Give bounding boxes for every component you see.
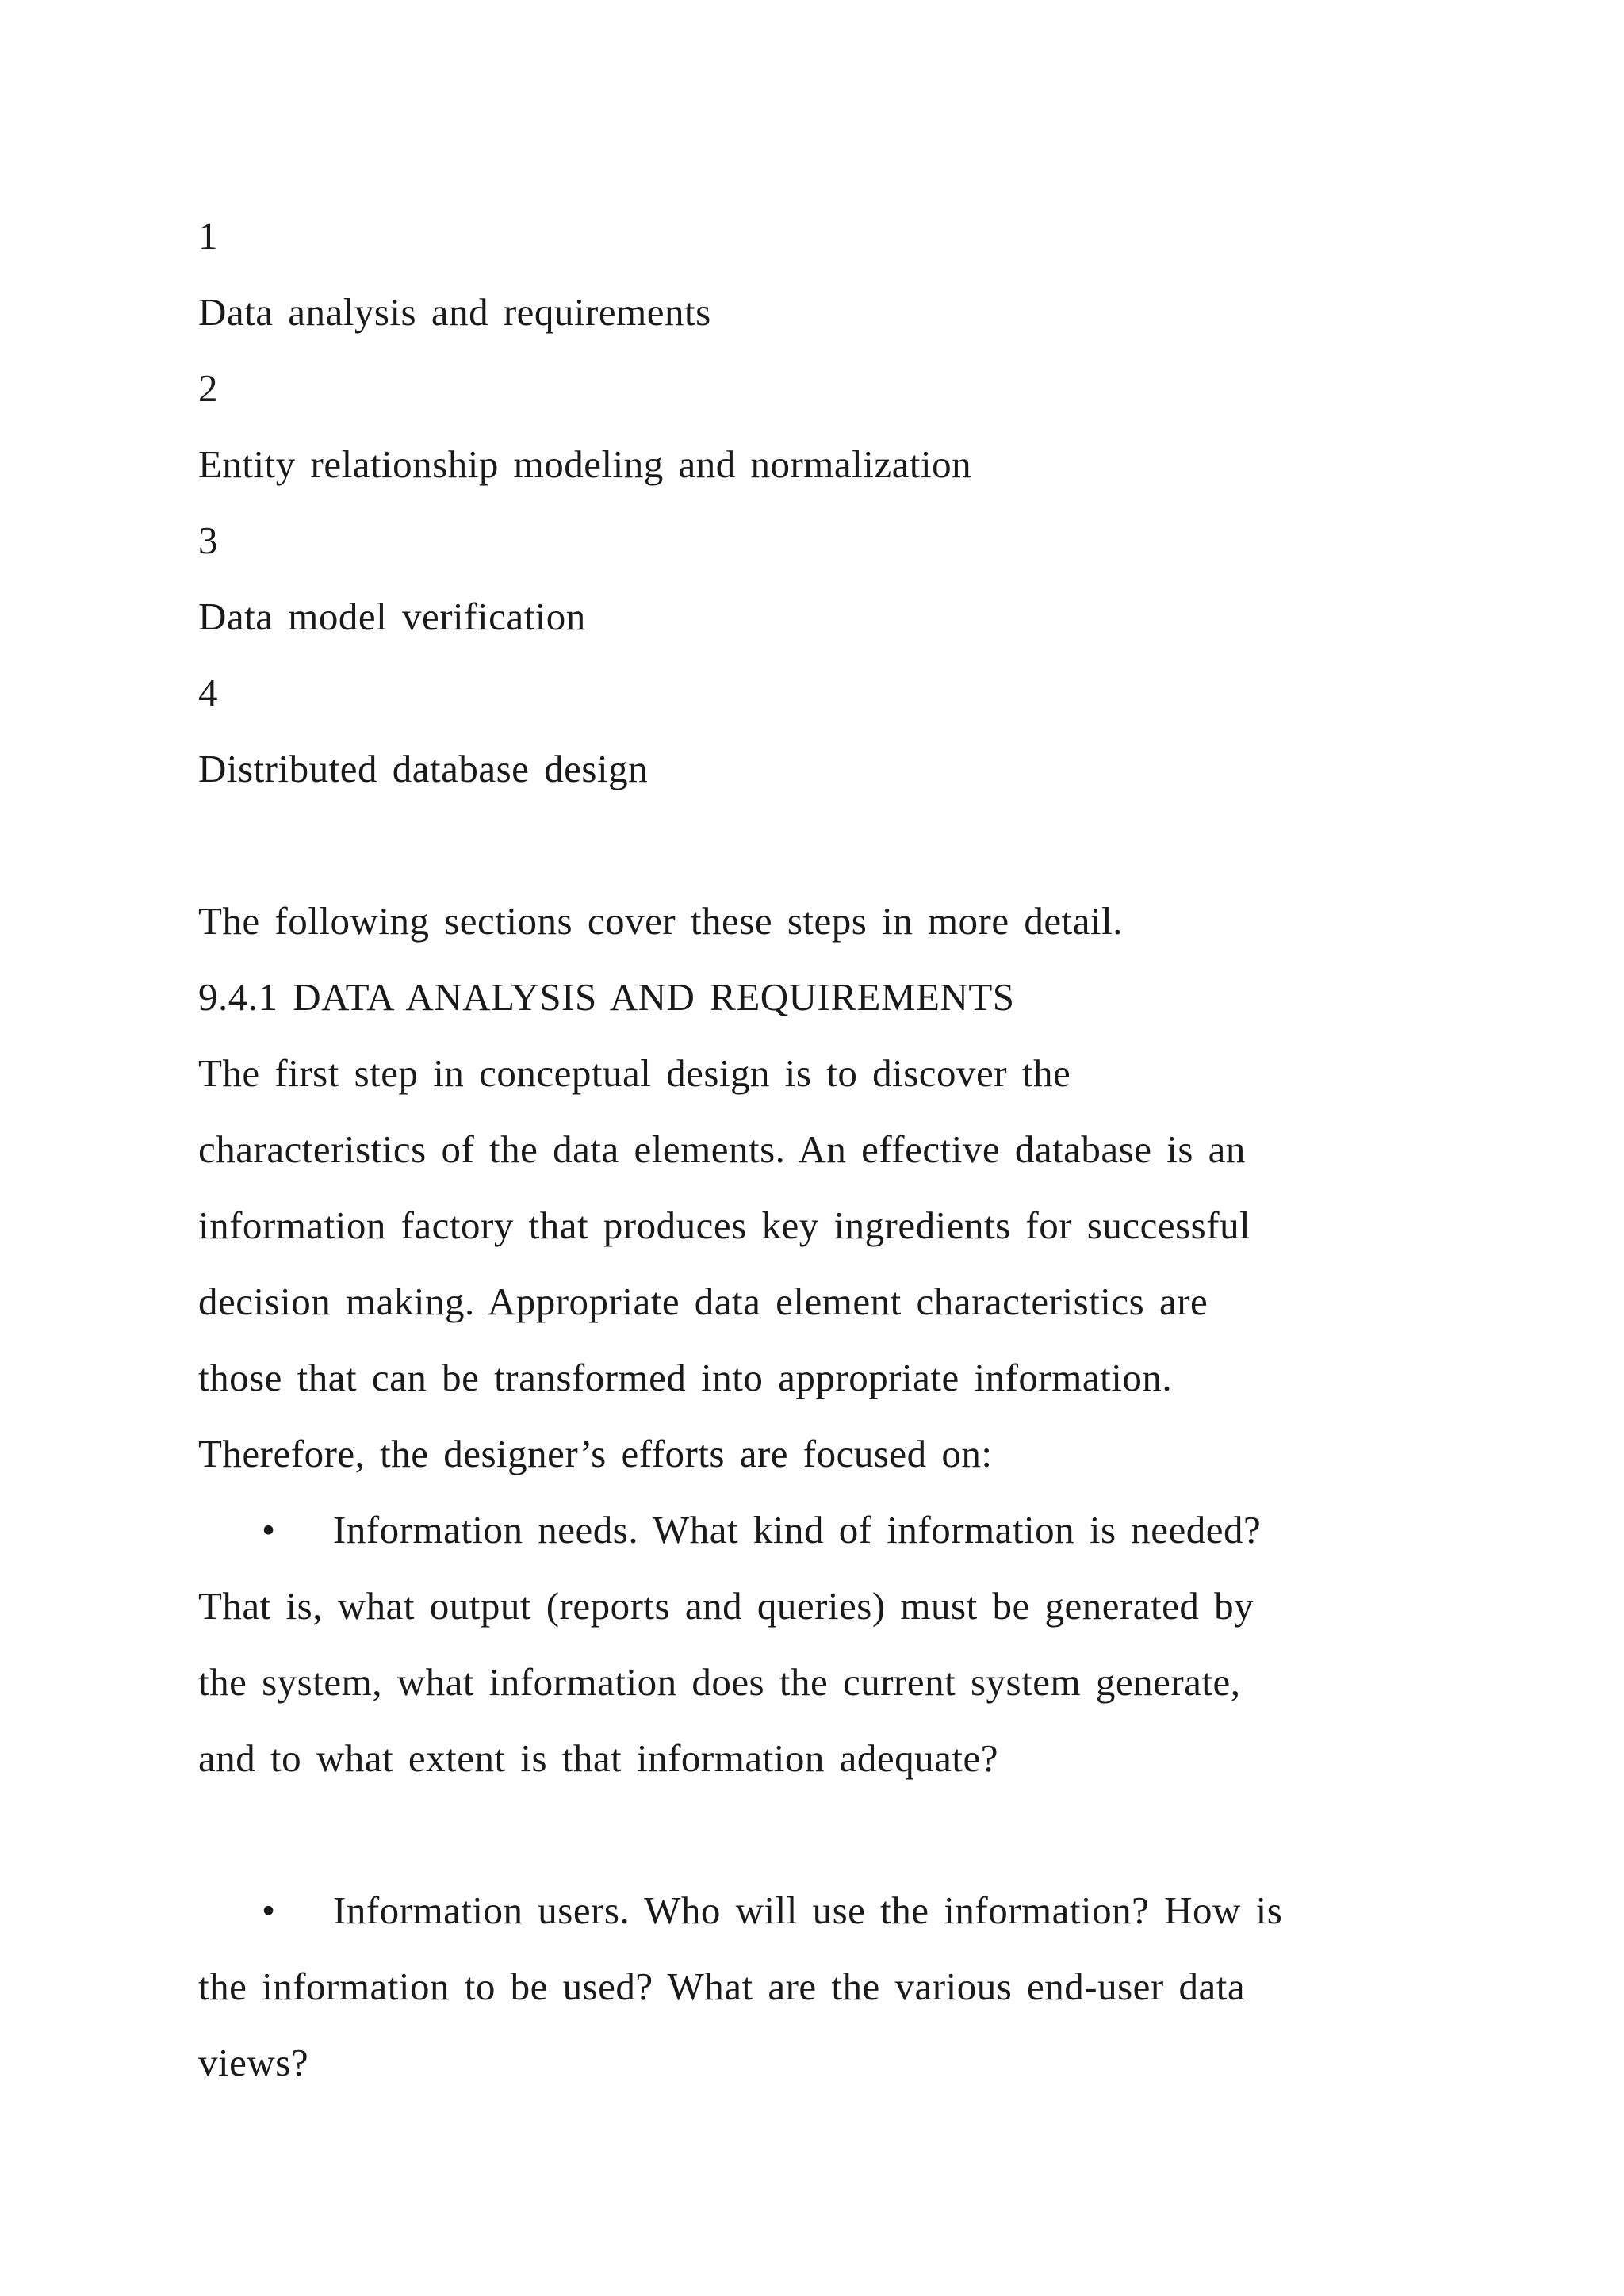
step-number: 2 (198, 366, 218, 410)
paragraph-line: information factory that produces key ingredients for successful (198, 1203, 1251, 1247)
bullet-text: Information users. Who will use the information? How is (333, 1888, 1283, 1932)
paragraph-line: those that can be transformed into appropriate information. (198, 1356, 1173, 1399)
bullet-continuation: the system, what information does the current system generate, (198, 1660, 1241, 1704)
step-title: Entity relationship modeling and normalization (198, 442, 972, 486)
bullet-item (198, 1873, 1435, 1949)
spacer (198, 1797, 1435, 1873)
bullet-continuation: and to what extent is that information adequate? (198, 1736, 998, 1780)
step-title: Distributed database design (198, 747, 649, 790)
intro-text: The following sections cover these steps in more detail. (198, 899, 1123, 943)
bullet-text: Information needs. What kind of information is needed? (333, 1508, 1262, 1552)
bullet-item (198, 1492, 1435, 1568)
section-heading: 9.4.1 DATA ANALYSIS AND REQUIREMENTS (198, 975, 1015, 1019)
spacer (198, 807, 1435, 883)
bullet-icon: • (262, 1888, 276, 1932)
step-title: Data model verification (198, 595, 586, 638)
step-title: Data analysis and requirements (198, 290, 711, 334)
step-number: 1 (198, 214, 218, 258)
paragraph-line: characteristics of the data elements. An effective database is an (198, 1127, 1246, 1171)
paragraph-line: decision making. Appropriate data element characteristics are (198, 1280, 1208, 1323)
bullet-continuation: the information to be used? What are the various end-user data (198, 1965, 1246, 2008)
step-number: 4 (198, 671, 218, 714)
bullet-continuation: views? (198, 2041, 309, 2084)
bullet-icon: • (262, 1508, 276, 1552)
paragraph-line: Therefore, the designer’s efforts are focused on: (198, 1432, 993, 1475)
bullet-continuation: That is, what output (reports and queries) must be generated by (198, 1584, 1254, 1628)
step-number: 3 (198, 519, 218, 562)
document-page (198, 198, 1435, 2101)
paragraph-line: The first step in conceptual design is to discover the (198, 1051, 1071, 1095)
